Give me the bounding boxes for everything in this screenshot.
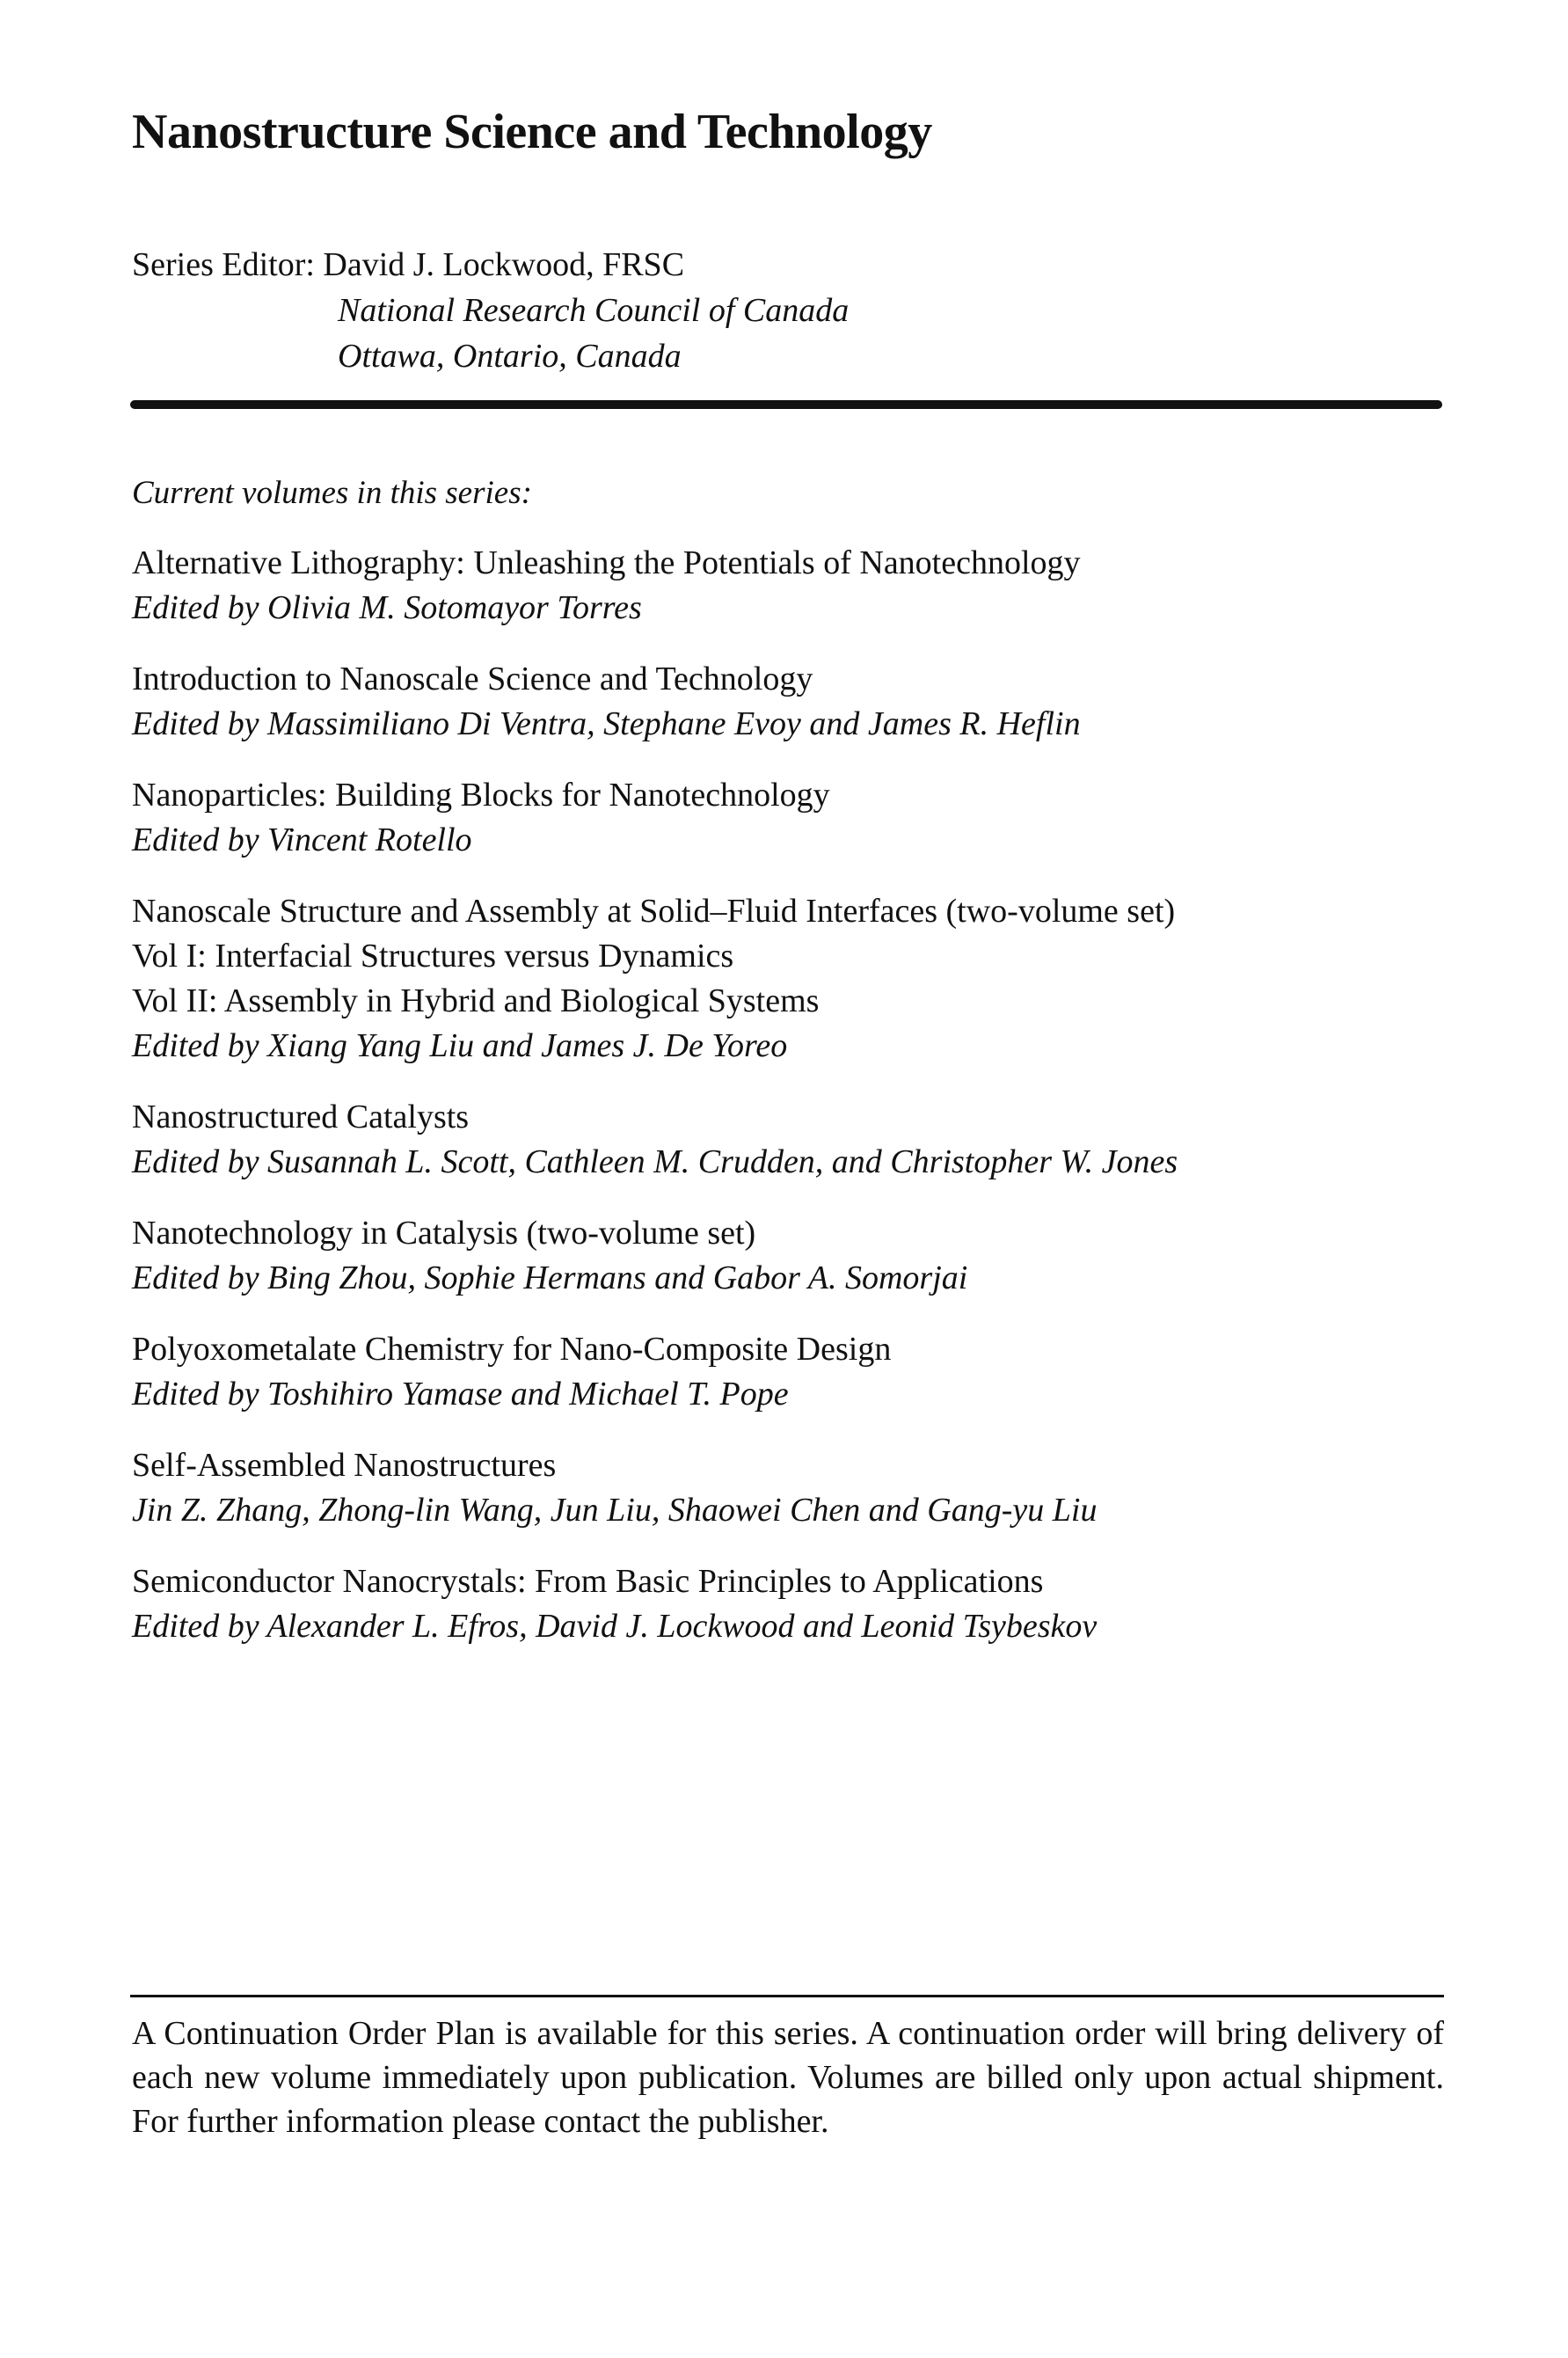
series-editor-line xyxy=(132,242,849,288)
volume-editors: Jin Z. Zhang, Zhong-lin Wang, Jun Liu, Shaowei Chen and Gang-yu Liu xyxy=(132,1492,1098,1529)
volume-entry xyxy=(132,1327,1451,1417)
header-divider xyxy=(130,400,1442,409)
volume-entry xyxy=(132,1211,1451,1301)
volume-title: Nanotechnology in Catalysis (two-volume set) xyxy=(132,1215,756,1252)
volume-editors: Edited by Bing Zhou, Sophie Hermans and Gabor A. Somorjai xyxy=(132,1259,968,1296)
page-title: Nanostructure Science and Technology xyxy=(132,105,932,159)
volumes-list xyxy=(132,541,1451,1675)
volume-entry xyxy=(132,541,1451,631)
series-editor-label: Series Editor: xyxy=(132,246,315,283)
volume-entry xyxy=(132,1095,1451,1185)
series-editor-name: David J. Lockwood, FRSC xyxy=(323,246,685,283)
volume-title: Polyoxometalate Chemistry for Nano-Composite Design xyxy=(132,1331,892,1368)
continuation-notice: A Continuation Order Plan is available for this series. A continuation order will bring delivery of each new volume immediately upon publication. Volumes are billed only upon actual shipment. For further information please contact the publisher. xyxy=(132,2015,1444,2140)
volume-entry xyxy=(132,657,1451,747)
series-editor-location: Ottawa, Ontario, Canada xyxy=(338,338,682,375)
volume-title: Semiconductor Nanocrystals: From Basic Principles to Applications xyxy=(132,1563,1044,1600)
volume-editors: Edited by Alexander L. Efros, David J. Lockwood and Leonid Tsybeskov xyxy=(132,1608,1098,1645)
volume-subtitle-vol-1: Vol I: Interfacial Structures versus Dynamics xyxy=(132,938,734,975)
volume-entry xyxy=(132,889,1451,1069)
volume-title: Nanoscale Structure and Assembly at Solid–Fluid Interfaces (two-volume set) xyxy=(132,893,1176,930)
volume-title: Introduction to Nanoscale Science and Technology xyxy=(132,661,813,697)
volume-editors: Edited by Susannah L. Scott, Cathleen M. Crudden, and Christopher W. Jones xyxy=(132,1143,1178,1180)
volume-title: Nanostructured Catalysts xyxy=(132,1099,470,1135)
volume-entry xyxy=(132,1559,1451,1649)
volume-editors: Edited by Olivia M. Sotomayor Torres xyxy=(132,589,642,626)
footer-divider xyxy=(130,1995,1444,1997)
volume-entry xyxy=(132,1443,1451,1533)
volumes-heading: Current volumes in this series: xyxy=(132,475,532,511)
volume-title: Self-Assembled Nanostructures xyxy=(132,1447,557,1484)
series-editor-affiliation: National Research Council of Canada xyxy=(338,292,850,329)
volume-editors: Edited by Xiang Yang Liu and James J. De Yoreo xyxy=(132,1027,788,1064)
volume-editors: Edited by Massimiliano Di Ventra, Stephane Evoy and James R. Heflin xyxy=(132,705,1081,742)
volume-editors: Edited by Vincent Rotello xyxy=(132,821,472,858)
series-editor-block xyxy=(132,242,849,379)
volume-title: Alternative Lithography: Unleashing the Potentials of Nanotechnology xyxy=(132,544,1081,581)
volume-title: Nanoparticles: Building Blocks for Nanotechnology xyxy=(132,777,830,814)
volume-subtitle-vol-2: Vol II: Assembly in Hybrid and Biological Systems xyxy=(132,982,820,1019)
volume-editors: Edited by Toshihiro Yamase and Michael T. Pope xyxy=(132,1376,789,1413)
volume-entry xyxy=(132,773,1451,863)
